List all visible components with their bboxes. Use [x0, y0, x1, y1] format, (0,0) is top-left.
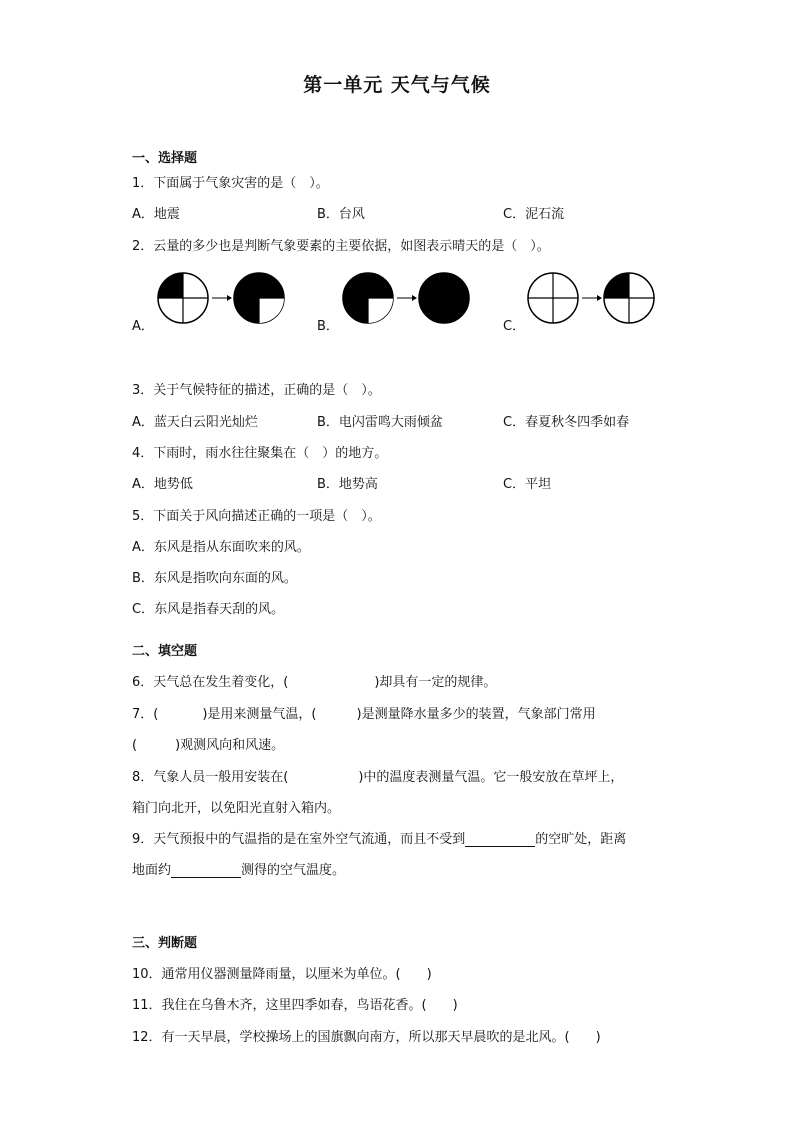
question-7-part-1: 7．(	[132, 707, 159, 722]
question-8-line-1	[132, 766, 623, 785]
question-4-option-a: A．地势低	[132, 477, 193, 492]
question-1-option-b: B．台风	[317, 207, 365, 222]
section-heading-fill-blank: 二、填空题	[132, 644, 198, 659]
question-3-option-c: C．春夏秋冬四季如春	[503, 415, 630, 430]
question-3-option-b: B．电闪雷鸣大雨倾盆	[317, 415, 443, 430]
page-title: 第一单元 天气与气候	[303, 74, 491, 96]
question-7-line-2	[132, 734, 284, 753]
question-8-line-2: 箱门向北开，以免阳光直射入箱内。	[132, 801, 341, 816]
question-12: 12．有一天早晨，学校操场上的国旗飘向南方，所以那天早晨吹的是北风。( )	[132, 1030, 601, 1045]
question-9-part-1: 9．天气预报中的气温指的是在室外空气流通，而且不受到	[132, 832, 466, 847]
answer-blank-9a[interactable]	[465, 832, 535, 847]
question-4-option-c: C．平坦	[503, 477, 552, 492]
question-5-stem: 5．下面关于风向描述正确的一项是（ ）。	[132, 509, 381, 524]
question-9-part-2: 的空旷处，距离	[535, 832, 627, 847]
section-heading-true-false: 三、判断题	[132, 936, 198, 951]
cloud-cover-diagram-a	[155, 270, 285, 326]
question-7-part-5: )观测风向和风速。	[175, 738, 285, 753]
question-8-part-1: 8．气象人员一般用安装在(	[132, 770, 289, 785]
section-heading-choice: 一、选择题	[132, 151, 198, 166]
question-7-part-2: )是用来测量气温，(	[202, 707, 317, 722]
question-1-stem: 1．下面属于气象灾害的是（ ）。	[132, 176, 329, 191]
question-7-part-3: )是测量降水量多少的装置，气象部门常用	[356, 707, 596, 722]
question-11: 11．我住在乌鲁木齐，这里四季如春，鸟语花香。( )	[132, 998, 458, 1013]
question-3-option-a: A．蓝天白云阳光灿烂	[132, 415, 258, 430]
question-7-part-4: (	[132, 738, 138, 753]
question-6	[132, 671, 496, 690]
question-1-option-a: A．地震	[132, 207, 180, 222]
question-3-stem: 3．关于气候特征的描述，正确的是（ ）。	[132, 383, 381, 398]
question-2-option-c: C．	[503, 319, 526, 334]
question-5-option-b: B．东风是指吹向东面的风。	[132, 571, 297, 586]
question-9-line-2	[132, 859, 345, 878]
question-1-option-c: C．泥石流	[503, 207, 565, 222]
cloud-cover-diagram-b	[340, 270, 470, 326]
question-10: 10．通常用仪器测量降雨量，以厘米为单位。( )	[132, 967, 432, 982]
question-5-option-a: A．东风是指从东面吹来的风。	[132, 540, 310, 555]
question-4-stem: 4．下雨时，雨水往往聚集在（ ）的地方。	[132, 446, 388, 461]
question-6-part-2: )却具有一定的规律。	[374, 675, 497, 690]
question-6-part-1: 6．天气总在发生着变化，(	[132, 675, 289, 690]
answer-blank-9b[interactable]	[171, 863, 241, 878]
cloud-cover-diagram-c	[525, 270, 655, 326]
question-2-option-b: B．	[317, 319, 339, 334]
question-7-line-1	[132, 703, 596, 722]
question-4-option-b: B．地势高	[317, 477, 378, 492]
question-9-line-1	[132, 828, 626, 847]
question-2-stem: 2．云量的多少也是判断气象要素的主要依据，如图表示晴天的是（ ）。	[132, 239, 550, 254]
question-5-option-c: C．东风是指春天刮的风。	[132, 602, 285, 617]
question-9-part-4: 测得的空气温度。	[241, 863, 346, 878]
question-9-part-3: 地面约	[132, 863, 172, 878]
question-8-part-2: )中的温度表测量气温。它一般安放在草坪上，	[358, 770, 624, 785]
question-2-option-a: A．	[132, 319, 154, 334]
